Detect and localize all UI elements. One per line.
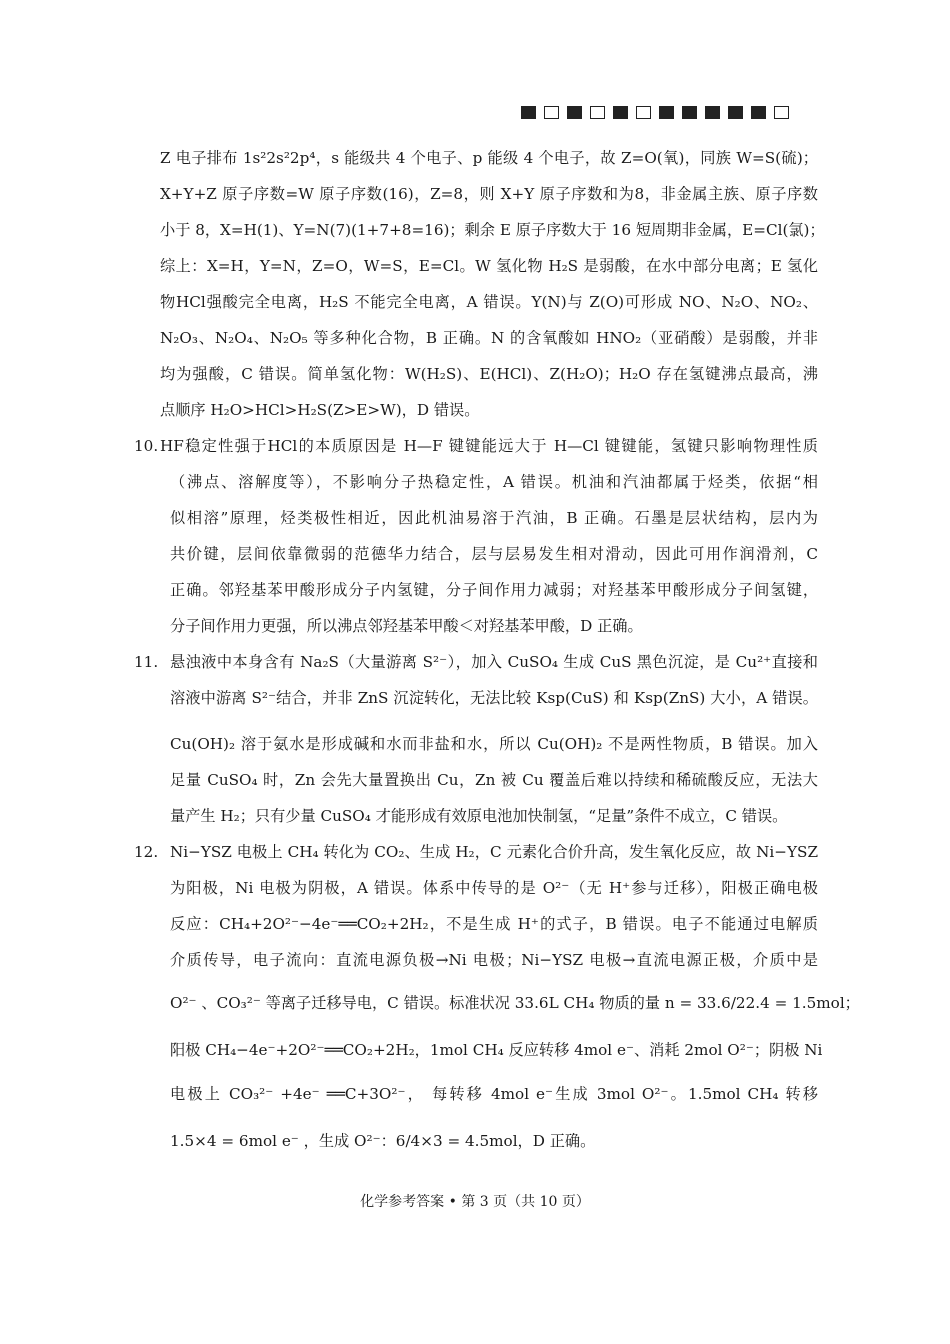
header-mark-square <box>636 106 651 119</box>
header-mark-square <box>544 106 559 119</box>
text-line: N₂O₃、N₂O₄、N₂O₅ 等多种化合物，B 正确。N 的含氧酸如 HNO₂（亚硝酸）是弱酸，并非 <box>160 329 818 347</box>
text-line: 量产生 H₂；只有少量 CuSO₄ 才能形成有效原电池加快制氢，“足量”条件不成立，C 错误。 <box>170 807 788 825</box>
answer-12 <box>134 834 860 1166</box>
text-line: 物HCl强酸完全电离，H₂S 不能完全电离，A 错误。Y(N)与 Z(O)可形成 NO、N₂O、NO₂、 <box>160 293 818 311</box>
text-line: 分子间作用力更强，所以沸点邻羟基苯甲酸＜对羟基苯甲酸，D 正确。 <box>170 617 643 635</box>
header-mark-square <box>728 106 743 119</box>
text-line: 为阳极，Ni 电极为阴极，A 错误。体系中传导的是 O²⁻（无 H⁺参与迁移），阳极正确电极 <box>170 879 818 897</box>
question-number: 10. <box>134 437 159 455</box>
header-mark-square <box>659 106 674 119</box>
text-line: 共价键，层间依靠微弱的范德华力结合，层与层易发生相对滑动，因此可用作润滑剂，C <box>170 545 818 563</box>
text-line: Ni−YSZ 电极上 CH₄ 转化为 CO₂、生成 H₂，C 元素化合价升高，发生氧化反应，故 Ni−YSZ <box>170 843 818 861</box>
header-mark-square <box>521 106 536 119</box>
header-mark-square <box>567 106 582 119</box>
text-line: 似相溶”原理，烃类极性相近，因此机油易溶于汽油，B 正确。石墨是层状结构，层内为 <box>170 509 818 527</box>
text-line: 悬浊液中本身含有 Na₂S（大量游离 S²⁻），加入 CuSO₄ 生成 CuS 黑色沉淀，是 Cu²⁺直接和 <box>170 653 818 671</box>
answer-11 <box>134 644 818 834</box>
text-line: O²⁻ 、CO₃²⁻ 等离子迁移导电，C 错误。标准状况 33.6L CH₄ 物质的量 n = 33.6/22.4 = 1.5mol； <box>170 994 860 1012</box>
text-line: 正确。邻羟基苯甲酸形成分子内氢键，分子间作用力减弱；对羟基苯甲酸形成分子间氢键， <box>170 581 818 599</box>
header-mark-square <box>682 106 697 119</box>
page-footer: 化学参考答案 • 第 3 页（共 10 页） <box>360 1194 590 1210</box>
question-number: 12. <box>134 843 159 861</box>
text-line: 阳极 CH₄−4e⁻+2O²⁻══CO₂+2H₂，1mol CH₄ 反应转移 4mol e⁻、消耗 2mol O²⁻；阴极 Ni <box>170 1041 823 1059</box>
answer-10 <box>134 428 818 644</box>
text-line: 综上：X=H，Y=N，Z=O，W=S，E=Cl。W 氢化物 H₂S 是弱酸，在水中部分电离；E 氢化 <box>160 257 818 275</box>
text-line: 电极上 CO₃²⁻ +4e⁻ ══C+3O²⁻， 每转移 4mol e⁻生成 3mol O²⁻。1.5mol CH₄ 转移 <box>170 1085 818 1103</box>
text-line: 均为强酸，C 错误。简单氢化物：W(H₂S)、E(HCl)、Z(H₂O)；H₂O 存在氢键沸点最高，沸 <box>160 365 818 383</box>
text-line: 1.5×4 = 6mol e⁻ ，生成 O²⁻：6/4×3 = 4.5mol，D 正确。 <box>170 1132 596 1150</box>
text-line: 小于 8，X=H(1)、Y=N(7)(1+7+8=16)；剩余 E 原子序数大于 16 短周期非金属，E=Cl(氯)； <box>160 221 825 239</box>
header-mark-square <box>590 106 605 119</box>
header-mark-square <box>751 106 766 119</box>
header-mark-square <box>774 106 789 119</box>
text-line: X+Y+Z 原子序数=W 原子序数(16)，Z=8，则 X+Y 原子序数和为8，非金属主族、原子序数 <box>160 185 818 203</box>
text-line: Z 电子排布 1s²2s²2p⁴，s 能级共 4 个电子、p 能级 4 个电子，故 Z=O(氧)，同族 W=S(硫)； <box>160 149 818 167</box>
text-line: 溶液中游离 S²⁻结合，并非 ZnS 沉淀转化，无法比较 Ksp(CuS) 和 Ksp(ZnS) 大小，A 错误。 <box>170 689 818 707</box>
header-marks <box>521 106 789 119</box>
text-line: 反应：CH₄+2O²⁻−4e⁻══CO₂+2H₂，不是生成 H⁺的式子，B 错误。电子不能通过电解质 <box>170 915 818 933</box>
answer-9-continued <box>160 140 825 428</box>
header-mark-square <box>705 106 720 119</box>
answer-content <box>134 140 860 1166</box>
text-line: 介质传导，电子流向：直流电源负极→Ni 电极；Ni−YSZ 电极→直流电源正极，介质中是 <box>170 951 818 969</box>
text-line: 点顺序 H₂O>HCl>H₂S(Z>E>W)，D 错误。 <box>160 401 480 419</box>
header-mark-square <box>613 106 628 119</box>
text-line: 足量 CuSO₄ 时，Zn 会先大量置换出 Cu，Zn 被 Cu 覆盖后难以持续和稀硫酸反应，无法大 <box>170 771 818 789</box>
text-line: HF稳定性强于HCl的本质原因是 H—F 键键能远大于 H—Cl 键键能，氢键只影响物理性质 <box>160 437 818 455</box>
question-number: 11. <box>134 653 159 671</box>
text-line: （沸点、溶解度等），不影响分子热稳定性，A 错误。机油和汽油都属于烃类，依据“相 <box>170 473 818 491</box>
text-line: Cu(OH)₂ 溶于氨水是形成碱和水而非盐和水，所以 Cu(OH)₂ 不是两性物质，B 错误。加入 <box>170 735 818 753</box>
